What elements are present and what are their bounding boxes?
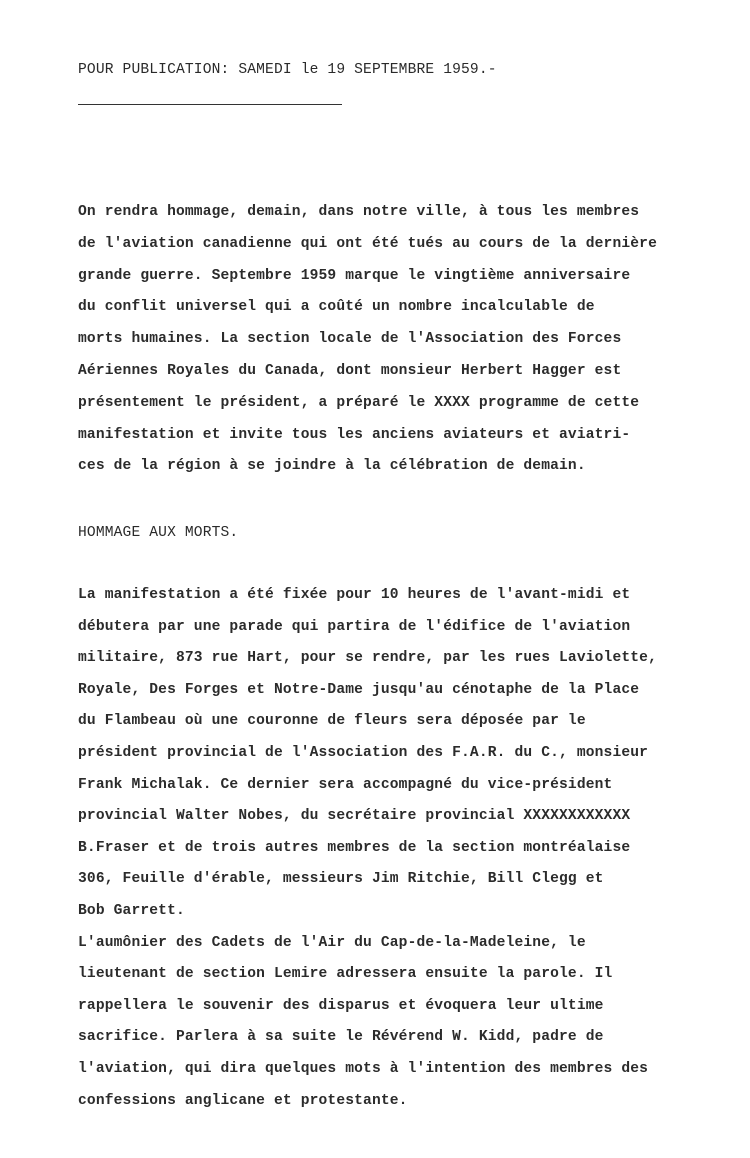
publication-date-line: POUR PUBLICATION: SAMEDI le 19 SEPTEMBRE 1959.- (78, 62, 497, 78)
text-line: Frank Michalak. Ce dernier sera accompagné du vice-président (78, 776, 613, 793)
text-line: grande guerre. Septembre 1959 marque le vingtième anniversaire (78, 267, 631, 284)
text-line: B.Fraser et de trois autres membres de la section montréalaise (78, 839, 631, 856)
text-line: du Flambeau où une couronne de fleurs sera déposée par le (78, 713, 586, 730)
text-line: La manifestation a été fixée pour 10 heures de l'avant-midi et (78, 587, 631, 603)
text-line: manifestation et invite tous les anciens aviateurs et aviatri- (78, 426, 631, 443)
header-underline (78, 104, 342, 105)
section-heading: HOMMAGE AUX MORTS. (78, 525, 239, 541)
text-line: rappellera le souvenir des disparus et évoquera leur ultime (78, 997, 604, 1014)
text-line: On rendra hommage, demain, dans notre ville, à tous les membres (78, 204, 640, 220)
text-line: provincial Walter Nobes, du secrétaire provincial XXXXXXXXXXXX (78, 808, 631, 825)
text-line: confessions anglicane et protestante. (78, 1092, 408, 1109)
text-line: militaire, 873 rue Hart, pour se rendre, par les rues Laviolette, (78, 650, 657, 667)
paragraph-intro (78, 202, 657, 488)
text-line: Bob Garrett. (78, 902, 185, 919)
text-line: Aériennes Royales du Canada, dont monsieur Herbert Hagger est (78, 362, 622, 379)
text-line: du conflit universel qui a coûté un nombre incalculable de (78, 299, 595, 316)
text-line: président provincial de l'Association des F.A.R. du C., monsieur (78, 744, 649, 761)
text-line: de l'aviation canadienne qui ont été tués au cours de la dernière (78, 235, 657, 252)
text-line: Royale, Des Forges et Notre-Dame jusqu'au cénotaphe de la Place (78, 681, 640, 698)
text-line: sacrifice. Parlera à sa suite le Révérend W. Kidd, padre de (78, 1029, 604, 1046)
text-line: 306, Feuille d'érable, messieurs Jim Ritchie, Bill Clegg et (78, 871, 604, 888)
text-line: présentement le président, a préparé le XXXX programme de cette (78, 394, 640, 411)
text-line: lieutenant de section Lemire adressera ensuite la parole. Il (78, 966, 613, 983)
text-line: débutera par une parade qui partira de l'édifice de l'aviation (78, 618, 631, 635)
paragraph-ceremony (78, 585, 657, 1122)
text-line: l'aviation, qui dira quelques mots à l'intention des membres des (78, 1060, 649, 1077)
text-line: ces de la région à se joindre à la célébration de demain. (78, 458, 586, 475)
text-line: morts humaines. La section locale de l'Association des Forces (78, 331, 622, 348)
text-line: L'aumônier des Cadets de l'Air du Cap-de-la-Madeleine, le (78, 934, 586, 951)
